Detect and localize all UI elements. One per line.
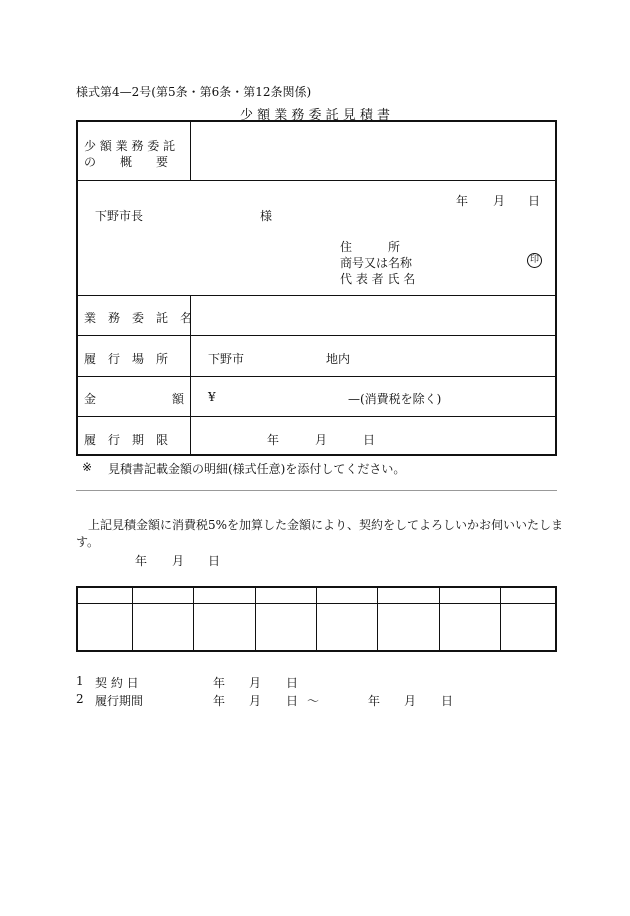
overview-field[interactable]	[198, 130, 550, 174]
footnote-text: 見積書記載金額の明細(様式任意)を添付してください。	[108, 462, 406, 476]
contract-item-number: 1	[76, 674, 84, 688]
performance-period-label: 履行期間	[95, 694, 144, 708]
period-from-day: 日	[286, 694, 299, 708]
tax-note: —(消費税を除く)	[348, 392, 442, 406]
location-suffix: 地内	[326, 352, 351, 366]
request-date-day: 日	[208, 554, 221, 568]
addressee: 下野市長	[95, 209, 144, 223]
period-from-year: 年	[213, 694, 226, 708]
date-month: 月	[493, 194, 506, 208]
estimate-form-table	[76, 120, 557, 456]
period-month: 月	[315, 433, 328, 447]
request-line2: す。	[76, 535, 100, 549]
location-city: 下野市	[208, 352, 245, 366]
contract-day: 日	[286, 676, 299, 690]
task-name-field[interactable]	[198, 302, 550, 330]
yen-symbol: ¥	[208, 390, 216, 404]
contract-month: 月	[249, 676, 262, 690]
period-to-month: 月	[404, 694, 417, 708]
request-date-year: 年	[135, 554, 148, 568]
overview-label-line2: の 概 要	[84, 155, 169, 169]
period-to-year: 年	[368, 694, 381, 708]
period-from-month: 月	[249, 694, 262, 708]
form-number: 様式第4—2号(第5条・第6条・第12条関係)	[76, 85, 312, 99]
period-to-day: 日	[441, 694, 454, 708]
period-day: 日	[363, 433, 376, 447]
address-label: 住 所	[340, 240, 401, 254]
company-label: 商号又は名称	[340, 256, 413, 270]
contract-date-label: 契 約 日	[95, 676, 139, 690]
seal-icon: 印	[527, 253, 542, 268]
section-divider	[76, 490, 557, 491]
honorific: 様	[260, 209, 273, 223]
amount-label-right: 額	[172, 392, 185, 406]
request-date-month: 月	[172, 554, 185, 568]
amount-label-left: 金	[84, 392, 97, 406]
location-label: 履 行 場 所	[84, 352, 169, 366]
representative-label: 代 表 者 氏 名	[340, 272, 416, 286]
request-line1: 上記見積金額に消費税5%を加算した金額により、契約をしてよろしいかお伺いいたしま	[88, 518, 564, 532]
period-item-number: 2	[76, 692, 84, 706]
date-year: 年	[456, 194, 469, 208]
period-tilde: 〜	[307, 694, 320, 708]
date-day: 日	[528, 194, 541, 208]
document-title: 少 額 業 務 委 託 見 積 書	[240, 108, 391, 123]
period-label: 履 行 期 限	[84, 433, 169, 447]
overview-label-line1: 少 額 業 務 委 託	[84, 139, 176, 153]
contract-year: 年	[213, 676, 226, 690]
approval-grid	[76, 586, 557, 652]
period-year: 年	[267, 433, 280, 447]
footnote-mark: ※	[82, 460, 93, 474]
task-name-label: 業 務 委 託 名	[84, 311, 193, 325]
